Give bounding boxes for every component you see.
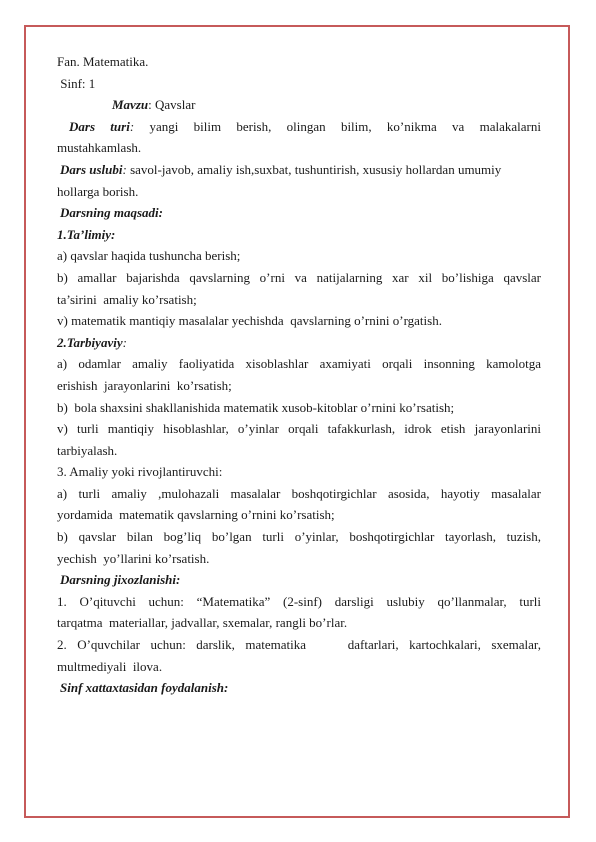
lesson-method-sep: :	[122, 161, 131, 177]
grade-line: Sinf: 1	[57, 75, 96, 91]
subject-line: Fan. Matematika.	[57, 54, 149, 69]
lesson-type-label: Dars turi	[69, 118, 130, 134]
equipment-item-2-line-2: multmediyali ilova.	[57, 658, 163, 674]
lesson-type-sep: :	[129, 118, 150, 134]
educational-heading: 1.Ta’limiy:	[57, 226, 116, 242]
upbringing-v-2: tarbiyalash.	[57, 442, 118, 458]
blackboard-heading: Sinf xattaxtasidan foydalanish:	[60, 680, 229, 696]
topic-text: Qavslar	[155, 97, 196, 113]
educational-b-1: b) amallar bajarishda qavslarning o’rni va natijalarning xar xil bo’lishiga qavslar	[57, 269, 541, 285]
topic-line	[57, 94, 541, 116]
lesson-method-line-2: hollarga borish.	[57, 183, 139, 199]
practical-b-1: b) qavslar bilan bog’liq bo’lgan turli o’yinlar, boshqotirgichlar tayorlash, tuzish,	[57, 529, 541, 545]
equipment-heading: Darsning jixozlanishi:	[60, 572, 181, 588]
topic-sep: :	[148, 97, 155, 113]
lesson-type-line-2: mustahkamlash.	[57, 140, 142, 156]
practical-heading: 3. Amaliy yoki rivojlantiruvchi:	[57, 464, 223, 480]
upbringing-b: b) bola shaxsini shakllanishida matematik xusob-kitoblar o’rnini ko’rsatish;	[57, 399, 455, 415]
lesson-method-label: Dars uslubi	[60, 161, 123, 177]
practical-a-2: yordamida matematik qavslarning o’rnini ko’rsatish;	[57, 507, 335, 523]
equipment-item-1-line-1: 1. O’qituvchi uchun: “Matematika” (2-sinf) darsligi uslubiy qo’llanmalar, turli	[57, 593, 541, 609]
upbringing-label: 2.Tarbiyaviy	[57, 334, 123, 350]
practical-b-2: yechish yo’llarini ko’rsatish.	[57, 550, 210, 566]
educational-v: v) matematik mantiqiy masalalar yechishda qavslarning o’rnini o’rgatish.	[57, 313, 442, 329]
practical-a-1: a) turli amaliy ,mulohazali masalalar boshqotirgichlar asosida, hayotiy masalalar	[57, 485, 541, 501]
lesson-type-line-1	[57, 116, 541, 138]
upbringing-colon: :	[122, 334, 127, 350]
lesson-type-text: yangi bilim berish, olingan bilim, ko’nikma va malakalarni	[149, 118, 541, 134]
equipment-item-1-line-2: tarqatma materiallar, jadvallar, sxemalar, rangli bo’rlar.	[57, 615, 348, 631]
topic-label: Mavzu	[112, 97, 149, 113]
equipment-item-2-line-1: 2. O’quvchilar uchun: darslik, matematika daftarlari, kartochkalari, sxemalar,	[57, 637, 541, 653]
upbringing-a-1: a) odamlar amaliy faoliyatida xisoblashlar axamiyati orqali insonning kamolotga	[57, 356, 541, 372]
upbringing-heading	[57, 332, 541, 354]
document-body	[57, 51, 541, 699]
educational-b-2: ta’sirini amaliy ko’rsatish;	[57, 291, 197, 307]
educational-a: a) qavslar haqida tushuncha berish;	[57, 248, 241, 264]
goals-heading: Darsning maqsadi:	[60, 205, 163, 221]
lesson-method-text: savol-javob, amaliy ish,suxbat, tushuntirish, xususiy hollardan umumiy	[130, 161, 502, 177]
upbringing-a-2: erishish jarayonlarini ko’rsatish;	[57, 377, 232, 393]
lesson-method-line-1	[57, 159, 541, 181]
upbringing-v-1: v) turli mantiqiy hisoblashlar, o’yinlar orqali tafakkurlash, idrok etish jarayonlarini	[57, 421, 541, 437]
